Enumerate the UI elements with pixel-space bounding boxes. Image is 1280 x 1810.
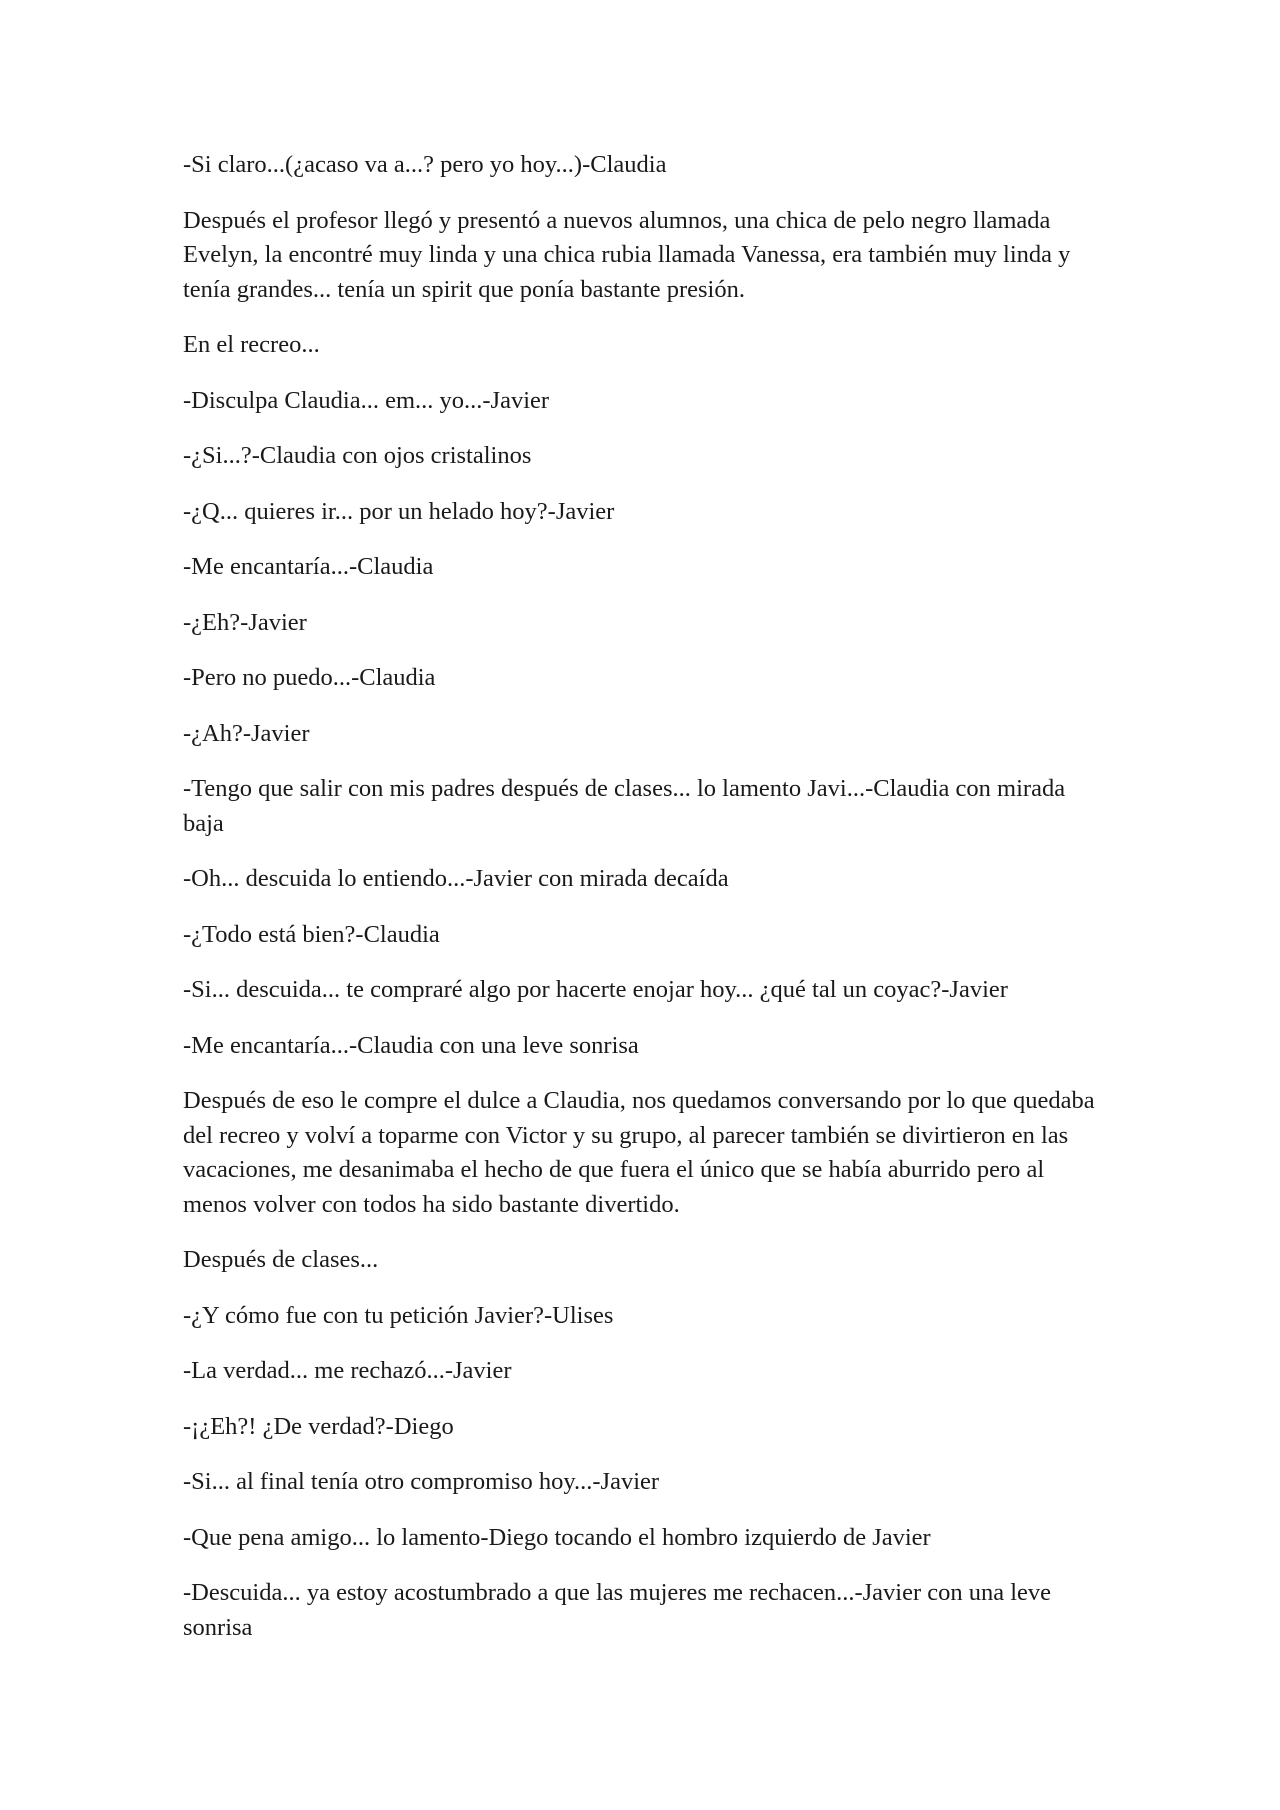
paragraph-2: Después el profesor llegó y presentó a nuevos alumnos, una chica de pelo negro llamada Evelyn, la encontré muy linda y una chica rubia llamada Vanessa, era también muy linda y tenía grandes... tenía un spirit que ponía bastante presión.: [183, 206, 1071, 303]
paragraph-19: -La verdad... me rechazó...-Javier: [183, 1357, 512, 1384]
paragraph-8: -¿Eh?-Javier: [183, 608, 307, 636]
paragraph-4: -Disculpa Claudia... em... yo...-Javier: [183, 386, 550, 414]
paragraph-10: -¿Ah?-Javier: [183, 719, 310, 747]
paragraph-15: -Me encantaría...-Claudia con una leve sonrisa: [183, 1031, 639, 1059]
paragraph-17: Después de clases...: [183, 1246, 379, 1273]
paragraph-9: -Pero no puedo...-Claudia: [183, 664, 436, 691]
document-body: [183, 148, 1103, 1666]
paragraph-11: -Tengo que salir con mis padres después de clases... lo lamento Javi...-Claudia con mirada baja: [183, 775, 1066, 837]
paragraph-12: -Oh... descuida lo entiendo...-Javier con mirada decaída: [183, 865, 729, 892]
paragraph-20: -¡¿Eh?! ¿De verdad?-Diego: [183, 1412, 454, 1440]
paragraph-22: -Que pena amigo... lo lamento-Diego tocando el hombro izquierdo de Javier: [183, 1523, 931, 1551]
paragraph-23: -Descuida... ya estoy acostumbrado a que las mujeres me rechacen...-Javier con una leve sonrisa: [183, 1579, 1052, 1641]
paragraph-1: -Si claro...(¿acaso va a...? pero yo hoy...)-Claudia: [183, 151, 667, 178]
paragraph-14: -Si... descuida... te compraré algo por hacerte enojar hoy... ¿qué tal un coyac?-Javier: [183, 976, 1008, 1003]
paragraph-7: -Me encantaría...-Claudia: [183, 553, 434, 580]
paragraph-21: -Si... al final tenía otro compromiso hoy...-Javier: [183, 1468, 660, 1495]
paragraph-6: -¿Q... quieres ir... por un helado hoy?-Javier: [183, 497, 615, 525]
paragraph-5: -¿Si...?-Claudia con ojos cristalinos: [183, 442, 532, 469]
paragraph-3: En el recreo...: [183, 331, 320, 358]
paragraph-18: -¿Y cómo fue con tu petición Javier?-Ulises: [183, 1301, 614, 1329]
paragraph-13: -¿Todo está bien?-Claudia: [183, 920, 440, 948]
paragraph-16: Después de eso le compre el dulce a Claudia, nos quedamos conversando por lo que quedaba del recreo y volví a toparme con Victor y su grupo, al parecer también se divirtieron en las vacaciones, me desanimaba el hecho de que fuera el único que se había aburrido pero al menos volver con todos ha sido bastante divertido.: [183, 1087, 1095, 1218]
